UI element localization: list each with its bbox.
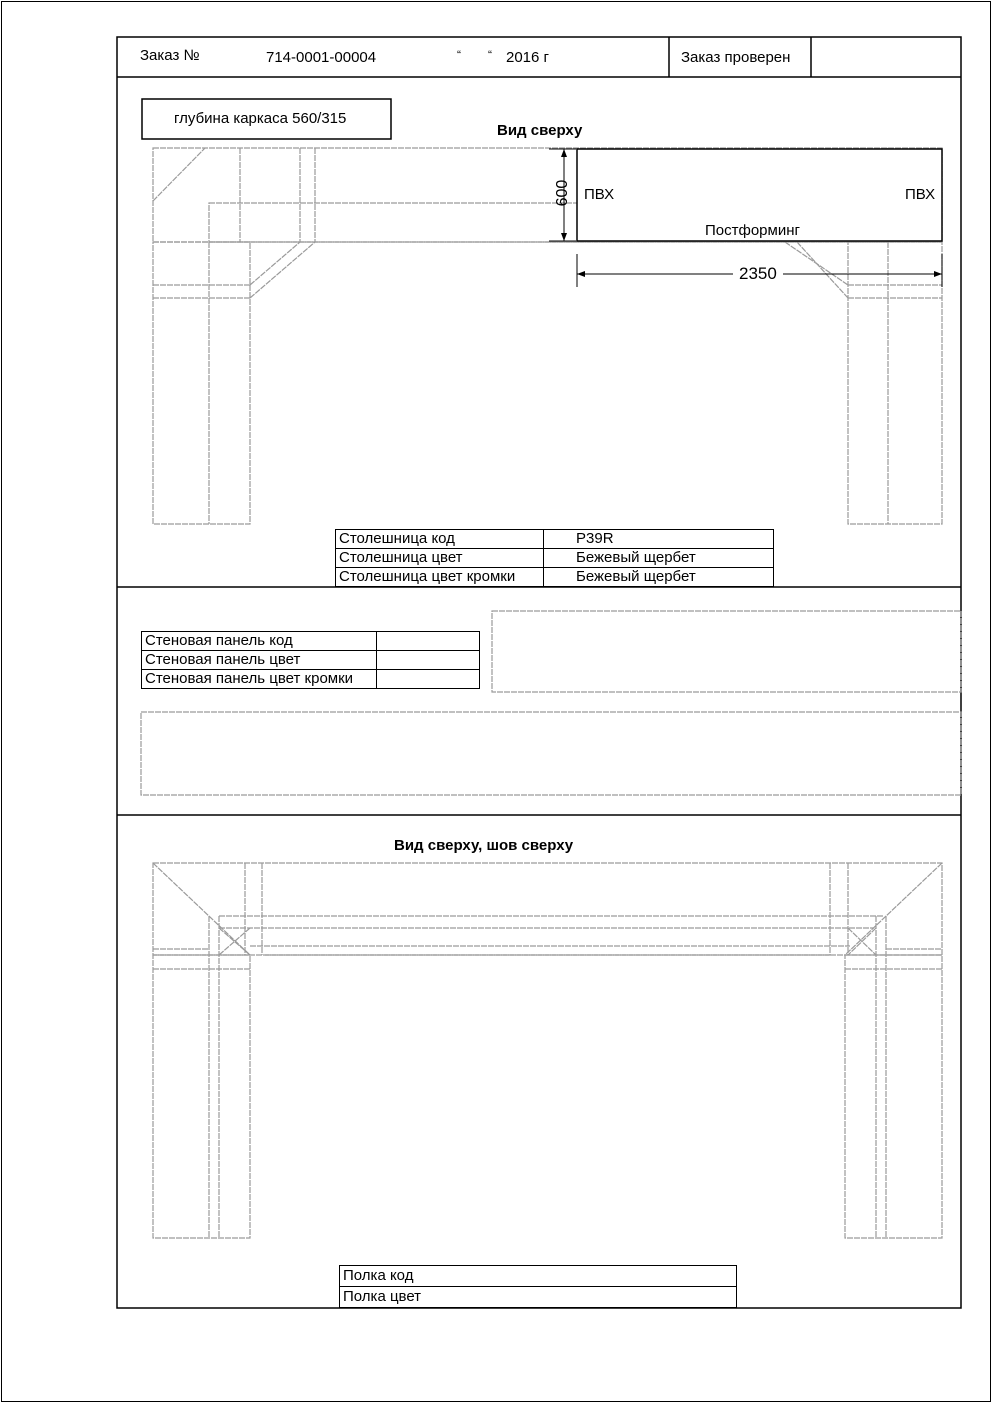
countertop-code-value: P39R <box>544 530 774 549</box>
shelf-table <box>339 1265 737 1308</box>
wall-panel-code-value <box>377 632 480 651</box>
dimension-depth: 600 <box>554 179 571 207</box>
table-row <box>336 568 774 587</box>
countertop-edge-color-value: Бежевый щербет <box>544 568 774 587</box>
table-row <box>340 1287 737 1308</box>
edge-right-label: ПВХ <box>905 186 936 203</box>
date-quote-close: “ <box>488 48 492 62</box>
countertop-code-label: Столешница код <box>336 530 544 549</box>
wall-panel-box <box>141 712 961 795</box>
wall-panel-table <box>141 631 480 689</box>
order-checked-label: Заказ проверен <box>681 49 791 66</box>
table-row <box>336 549 774 568</box>
table-row <box>142 632 480 651</box>
order-number: 714-0001-00004 <box>266 49 377 66</box>
shelf-plan-outline <box>153 863 942 1238</box>
table-row <box>336 530 774 549</box>
countertop-color-value: Бежевый щербет <box>544 549 774 568</box>
top-view-title: Вид сверху <box>497 122 583 139</box>
shelf-code-label: Полка код <box>340 1266 737 1287</box>
order-label: Заказ № <box>140 47 200 64</box>
shelf-color-label: Полка цвет <box>340 1287 737 1308</box>
order-year: 2016 г <box>506 49 550 66</box>
wall-panel-color-value <box>377 651 480 670</box>
edge-left-label: ПВХ <box>584 186 615 203</box>
countertop-color-label: Столешница цвет <box>336 549 544 568</box>
wall-panel-box <box>492 611 961 692</box>
wall-panel-color-label: Стеновая панель цвет <box>142 651 377 670</box>
wall-panel-code-label: Стеновая панель код <box>142 632 377 651</box>
countertop-table <box>335 529 774 587</box>
dimension-length: 2350 <box>733 265 783 283</box>
table-row <box>142 651 480 670</box>
depth-label: глубина каркаса 560/315 <box>174 110 347 127</box>
table-row <box>142 670 480 689</box>
wall-panel-edge-color-label: Стеновая панель цвет кромки <box>142 670 377 689</box>
countertop-edge-color-label: Столешница цвет кромки <box>336 568 544 587</box>
date-quote-open: “ <box>457 48 461 62</box>
shelf-view-title: Вид сверху, шов сверху <box>394 837 574 854</box>
postforming-label: Постформинг <box>705 222 800 239</box>
wall-panel-edge-color-value <box>377 670 480 689</box>
table-row <box>340 1266 737 1287</box>
